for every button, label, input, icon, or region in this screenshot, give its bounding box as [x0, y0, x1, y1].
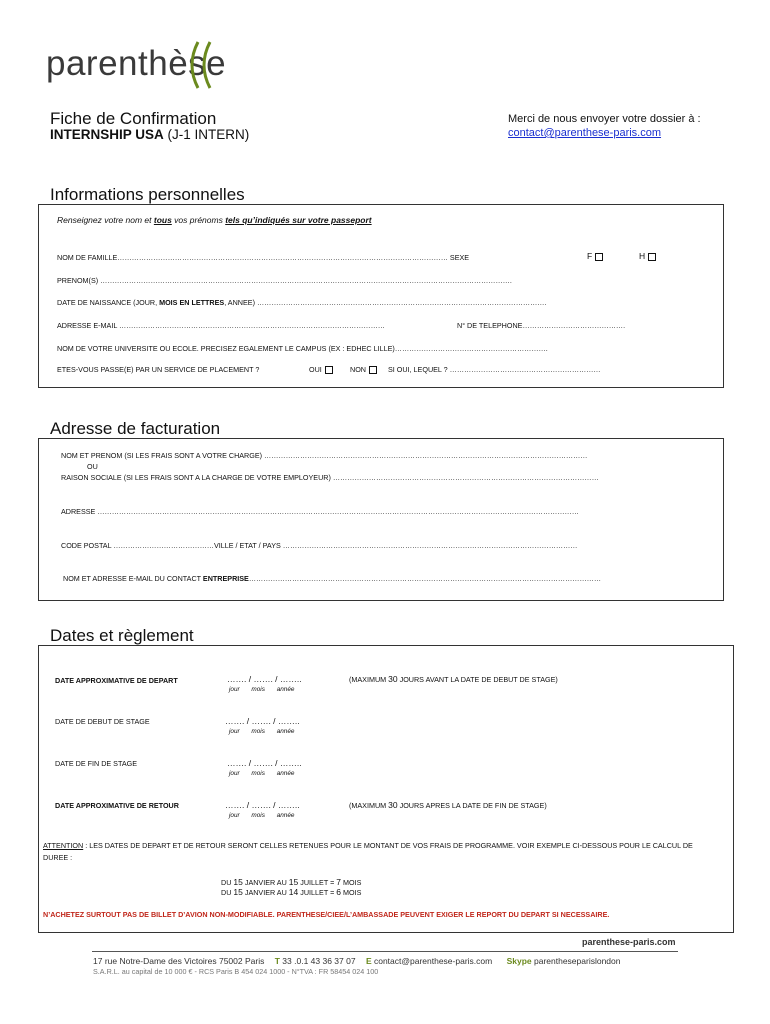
depart-date-units: jour mois année [229, 686, 295, 693]
footer-contact-line [93, 956, 620, 966]
billing-contact-field[interactable]: NOM ET ADRESSE E-MAIL DU CONTACT ENTREPRISE………………………………………………………………………………………………………………………………… [63, 574, 602, 583]
depart-date-input[interactable]: ……. / ……. / …….. [227, 674, 302, 684]
end-date-label: DATE DE FIN DE STAGE [55, 759, 137, 768]
sex-h-checkbox[interactable] [648, 253, 656, 261]
placement-non-checkbox[interactable] [369, 366, 377, 374]
footer-divider [92, 951, 678, 952]
billing-address-field[interactable]: ADRESSE ………………………………………………………………………………………………………………………………………………………………………………… [61, 507, 579, 516]
billing-company-field[interactable]: RAISON SOCIALE (SI LES FRAIS SONT A LA CHARGE DE VOTRE EMPLOYEUR) ………………………………………………………………………………………………… [61, 473, 599, 482]
logo-text: parenthèse [46, 44, 227, 83]
placement-which-field[interactable]: SI OUI, LEQUEL ? ……………………………………………………… [388, 365, 601, 374]
return-date-note: (MAXIMUM 30 JOURS APRES LA DATE DE FIN DE STAGE) [349, 800, 547, 810]
family-name-field[interactable]: NOM DE FAMILLE………………………………………………………………………………………………………………………… SEXE [57, 253, 470, 262]
start-date-units: jour mois année [229, 728, 295, 735]
program-title [50, 127, 249, 142]
attention-label: ATTENTION [43, 841, 84, 850]
phone-field[interactable]: N° DE TELEPHONE……………………………………. [457, 321, 626, 330]
billing-name-field[interactable]: NOM ET PRENOM (SI LES FRAIS SONT A VOTRE CHARGE) ……………………………………………………………………………………………………………………… [61, 451, 588, 460]
footer-email: contact@parenthese-paris.com [371, 956, 493, 966]
form-title: Fiche de Confirmation [50, 109, 217, 128]
return-date-label: DATE APPROXIMATIVE DE RETOUR [55, 801, 179, 810]
billing-postal-city-field[interactable]: CODE POSTAL ……………………………………VILLE / ETAT / PAYS …………………………………………………………………………………………………………… [61, 541, 578, 550]
return-date-input[interactable]: ……. / ……. / …….. [225, 800, 300, 810]
program-visa: (J-1 INTERN) [163, 127, 250, 142]
footer-website[interactable]: parenthese-paris.com [582, 937, 676, 947]
birth-date-field[interactable]: DATE DE NAISSANCE (JOUR, MOIS EN LETTRES, ANNEE) …………………………………………………………………………………………………………. [57, 298, 547, 307]
program-name: INTERNSHIP USA [50, 127, 164, 142]
sex-h-option[interactable]: H [639, 251, 656, 261]
contact-note: Merci de nous envoyer votre dossier à : [508, 113, 701, 125]
depart-date-note: (MAXIMUM 30 JOURS AVANT LA DATE DE DEBUT DE STAGE) [349, 674, 558, 684]
dates-box [38, 645, 734, 933]
attention-note: ATTENTION : LES DATES DE DEPART ET DE RETOUR SERONT CELLES RETENUES POUR LE MONTANT DE VOS FRAIS DE PROGRAMME. VOIR EXEMPLE CI-DESSOUS POUR LE CALCUL DE DUREE : [43, 841, 693, 862]
return-date-units: jour mois année [229, 812, 295, 819]
ticket-warning: N’ACHETEZ SURTOUT PAS DE BILLET D’AVION NON-MODIFIABLE. PARENTHESE/CIEE/L’AMBASSADE PEUVENT EXIGER LE REPORT DU DEPART SI NECESSAIRE. [43, 910, 610, 919]
university-field[interactable]: NOM DE VOTRE UNIVERSITE OU ECOLE. PRECISEZ EGALEMENT LE CAMPUS (EX : EDHEC LILLE)………………………………………………………. [57, 344, 548, 353]
duration-example-6-months: DU 15 JANVIER AU 14 JUILLET = 6 MOIS [221, 887, 362, 897]
billing-or-label: OU [87, 462, 98, 471]
billing-box [38, 438, 724, 601]
section-title-billing: Adresse de facturation [50, 419, 221, 438]
start-date-label: DATE DE DEBUT DE STAGE [55, 717, 150, 726]
duration-example-7-months: DU 15 JANVIER AU 15 JUILLET = 7 MOIS [221, 877, 362, 887]
sex-f-option[interactable]: F [587, 251, 603, 261]
contact-email-link[interactable]: contact@parenthese-paris.com [508, 127, 662, 139]
personal-instructions: Renseignez votre nom et tous vos prénoms tels qu’indiqués sur votre passeport [57, 215, 372, 225]
start-date-input[interactable]: ……. / ……. / …….. [225, 716, 300, 726]
end-date-units: jour mois année [229, 770, 295, 777]
footer-address: 17 rue Notre-Dame des Victoires 75002 Paris [93, 956, 265, 966]
placement-oui-option[interactable]: OUI [309, 365, 333, 374]
placement-non-option[interactable]: NON [350, 365, 377, 374]
footer-email-key: E [365, 956, 372, 966]
first-names-field[interactable]: PRENOM(S) ………………………………………………………………………………………………………………………………………………………. [57, 276, 512, 285]
logo-parenthesis-icon [188, 38, 218, 92]
footer-tel-key: T [274, 956, 280, 966]
section-title-dates: Dates et règlement [50, 626, 194, 645]
email-field[interactable]: ADRESSE E-MAIL ………………………………………………………………………………………………… [57, 321, 385, 330]
footer-tel: 33 .0.1 43 36 37 07 [279, 956, 356, 966]
footer-skype: parentheseparislondon [531, 956, 621, 966]
placement-question: ETES-VOUS PASSE(E) PAR UN SERVICE DE PLACEMENT ? [57, 365, 260, 374]
section-title-personal: Informations personnelles [50, 185, 245, 204]
footer-skype-key: Skype [506, 956, 532, 966]
footer-legal: S.A.R.L. au capital de 10 000 € - RCS Paris B 454 024 1000 - N°TVA : FR 58454 024 100 [93, 967, 379, 976]
end-date-input[interactable]: ……. / ……. / …….. [227, 758, 302, 768]
sex-f-checkbox[interactable] [595, 253, 603, 261]
personal-info-box [38, 204, 724, 388]
placement-oui-checkbox[interactable] [325, 366, 333, 374]
depart-date-label: DATE APPROXIMATIVE DE DEPART [55, 676, 178, 685]
